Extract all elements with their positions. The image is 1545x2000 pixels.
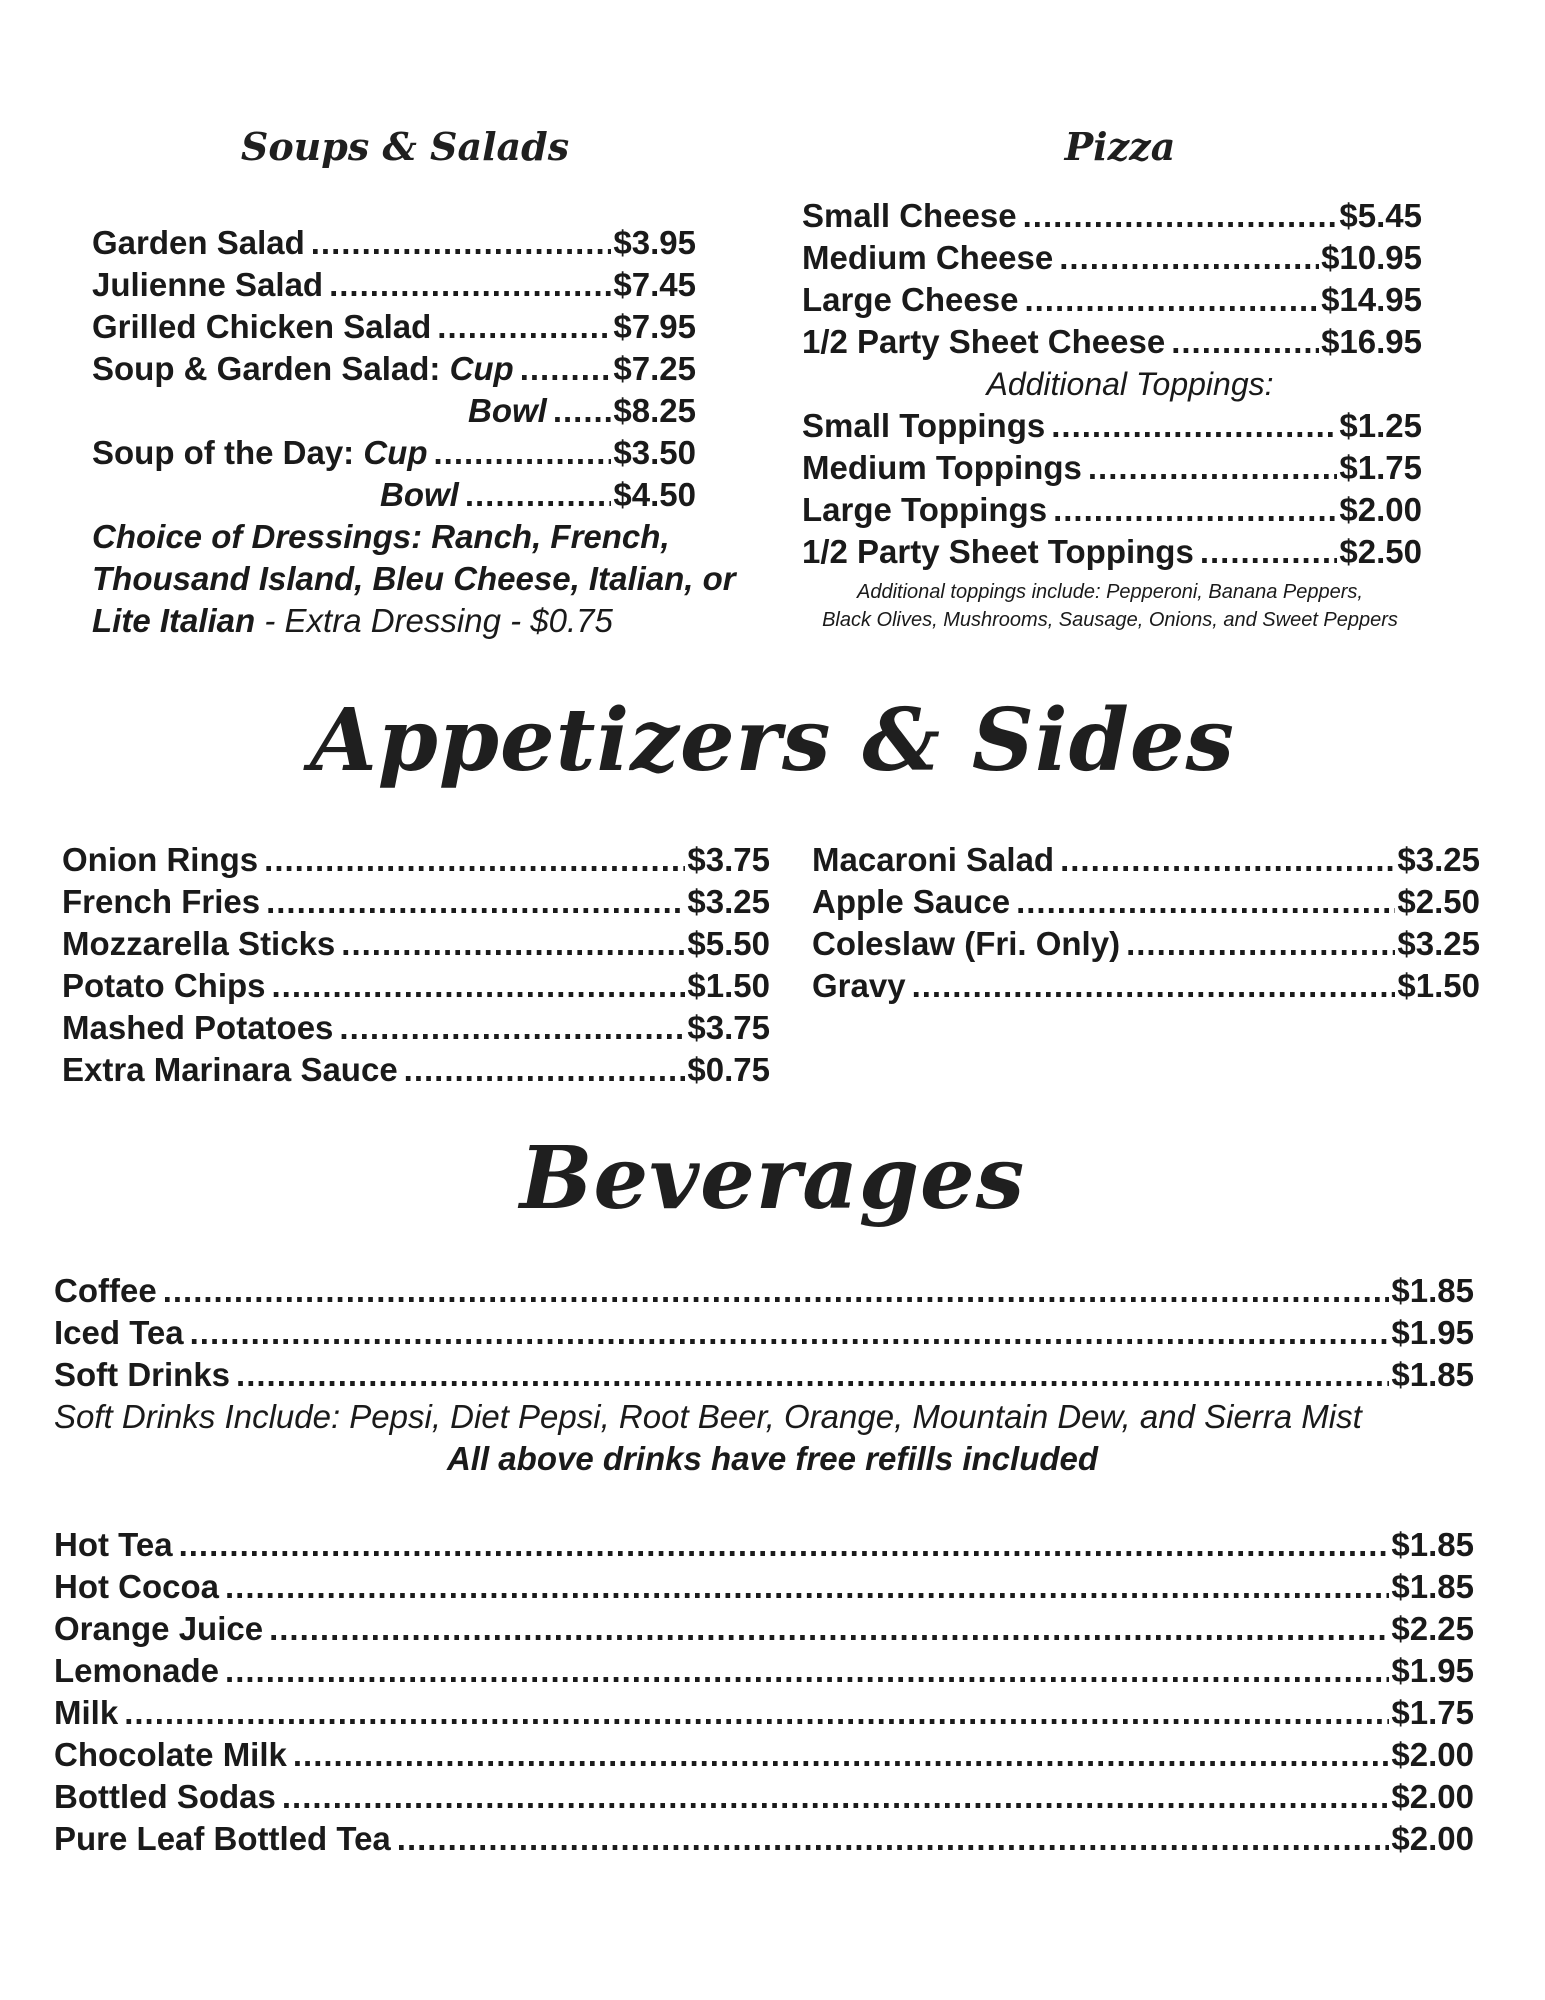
item-name-text: Lemonade <box>54 1652 220 1689</box>
item-name-text: 1/2 Party Sheet Toppings <box>802 533 1194 570</box>
menu-item-name <box>802 237 1053 279</box>
item-name-text: French Fries <box>62 883 261 920</box>
menu-item-row <box>62 965 770 1007</box>
item-name-text: Garden Salad <box>92 224 305 261</box>
menu-item-name <box>802 447 1082 489</box>
menu-item-price: $3.25 <box>687 883 770 920</box>
menu-item-price: $14.95 <box>1321 281 1422 318</box>
item-name-text: 1/2 Party Sheet Cheese <box>802 323 1166 360</box>
refill-note: All above drinks have free refills included <box>446 1440 1099 1477</box>
appetizers-right-list <box>812 839 1480 1007</box>
pizza-list <box>802 195 1422 363</box>
dot-leader <box>465 474 612 516</box>
menu-item-row <box>92 390 696 432</box>
menu-item-name <box>802 531 1194 573</box>
menu-item-name <box>92 348 514 390</box>
dot-leader <box>179 1524 1390 1566</box>
item-name-text: Hot Tea <box>54 1526 173 1563</box>
item-name-text: Coffee <box>54 1272 157 1309</box>
item-name-text: Pure Leaf Bottled Tea <box>54 1820 391 1857</box>
menu-item-price: $3.25 <box>1397 841 1480 878</box>
menu-item-name <box>54 1354 230 1396</box>
item-name-text: Bottled Sodas <box>54 1778 276 1815</box>
menu-item-name <box>62 839 258 881</box>
menu-item-row <box>54 1776 1474 1818</box>
dot-leader <box>397 1818 1390 1860</box>
menu-item-name <box>92 264 323 306</box>
menu-item-name <box>54 1818 391 1860</box>
menu-item-name <box>54 1312 184 1354</box>
menu-item-price: $16.95 <box>1321 323 1422 360</box>
toppings-note-line-2: Black Olives, Mushrooms, Sausage, Onions, and Sweet Peppers <box>822 609 1398 631</box>
menu-item-price: $4.50 <box>613 476 696 513</box>
dot-leader <box>311 222 612 264</box>
dot-leader <box>1024 279 1319 321</box>
menu-item-name <box>54 1776 276 1818</box>
menu-item-row <box>812 965 1480 1007</box>
item-name-text: Coleslaw (Fri. Only) <box>812 925 1121 962</box>
item-name-text: Extra Marinara Sauce <box>62 1051 398 1088</box>
menu-item-price: $2.00 <box>1391 1820 1474 1857</box>
item-name-text: Soup & Garden Salad: <box>92 350 450 387</box>
dot-leader <box>236 1354 1389 1396</box>
dot-leader <box>1171 321 1319 363</box>
dressings-choices: Choice of Dressings: Ranch, French, Thousand Island, Bleu Cheese, Italian, or Lite Italian <box>92 518 736 639</box>
toppings-note <box>770 578 1450 634</box>
menu-item-price: $1.85 <box>1391 1526 1474 1563</box>
menu-item-price: $1.25 <box>1339 407 1422 444</box>
menu-item-price: $8.25 <box>613 392 696 429</box>
menu-item-price: $2.00 <box>1339 491 1422 528</box>
menu-item-name <box>62 1049 398 1091</box>
menu-item-row <box>54 1608 1474 1650</box>
menu-item-row <box>54 1270 1474 1312</box>
item-name-text: Small Toppings <box>802 407 1046 444</box>
item-name-text: Medium Cheese <box>802 239 1054 276</box>
menu-item-name <box>802 195 1017 237</box>
menu-item-row <box>802 321 1422 363</box>
menu-item-row <box>62 1007 770 1049</box>
menu-item-row <box>802 531 1422 573</box>
menu-item-name <box>802 279 1018 321</box>
menu-item-name <box>54 1270 157 1312</box>
menu-item-name <box>92 306 431 348</box>
pizza-title: Pizza <box>1064 124 1176 169</box>
menu-item-row <box>92 474 696 516</box>
menu-item-row <box>54 1692 1474 1734</box>
menu-item-name <box>812 923 1120 965</box>
menu-item-row <box>54 1312 1474 1354</box>
menu-item-name <box>54 1524 173 1566</box>
dot-leader <box>293 1734 1390 1776</box>
menu-item-name <box>802 489 1047 531</box>
item-name-text: Soup of the Day: <box>92 434 364 471</box>
menu-item-row <box>54 1818 1474 1860</box>
menu-item-row <box>54 1650 1474 1692</box>
menu-item-price: $3.75 <box>687 841 770 878</box>
menu-item-row <box>802 279 1422 321</box>
item-size-label: Bowl <box>380 476 459 513</box>
dot-leader <box>341 923 685 965</box>
item-name-text: Soft Drinks <box>54 1356 231 1393</box>
menu-item-row <box>54 1566 1474 1608</box>
menu-item-price: $1.95 <box>1391 1652 1474 1689</box>
menu-item-row <box>92 222 696 264</box>
menu-item-name <box>54 1566 219 1608</box>
item-name-text: Gravy <box>812 967 906 1004</box>
item-name-text: Onion Rings <box>62 841 259 878</box>
menu-item-price: $1.75 <box>1391 1694 1474 1731</box>
dot-leader <box>329 264 611 306</box>
toppings-heading: Additional Toppings: <box>986 366 1274 402</box>
toppings-note-line-1: Additional toppings include: Pepperoni, Banana Peppers, <box>857 581 1363 603</box>
dot-leader <box>1060 839 1395 881</box>
menu-item-name <box>54 1650 219 1692</box>
menu-item-row <box>92 348 696 390</box>
menu-item-name <box>812 881 1010 923</box>
item-name-text: Potato Chips <box>62 967 266 1004</box>
menu-item-name <box>812 839 1054 881</box>
dot-leader <box>339 1007 685 1049</box>
item-name-text: Large Toppings <box>802 491 1048 528</box>
menu-item-row <box>802 195 1422 237</box>
item-size-label: Cup <box>449 350 514 387</box>
dot-leader <box>269 1608 1389 1650</box>
dot-leader <box>1053 489 1337 531</box>
menu-item-price: $10.95 <box>1321 239 1422 276</box>
dot-leader <box>1200 531 1338 573</box>
menu-item-row <box>812 881 1480 923</box>
item-name-text: Chocolate Milk <box>54 1736 287 1773</box>
dot-leader <box>163 1270 1390 1312</box>
other-beverages-list <box>54 1524 1474 1860</box>
beverages-title: Beverages <box>519 1128 1026 1229</box>
menu-item-name <box>62 965 266 1007</box>
menu-item-price: $5.45 <box>1339 197 1422 234</box>
menu-item-row <box>62 881 770 923</box>
dot-leader <box>282 1776 1390 1818</box>
menu-item-price: $1.85 <box>1391 1356 1474 1393</box>
dot-leader <box>1059 237 1319 279</box>
menu-item-name <box>62 1007 333 1049</box>
dot-leader <box>404 1049 686 1091</box>
dressings-note <box>92 516 752 642</box>
menu-item-price: $3.75 <box>687 1009 770 1046</box>
menu-item-name <box>62 923 335 965</box>
menu-item-name <box>92 222 305 264</box>
item-size-label: Bowl <box>468 392 547 429</box>
appetizers-sides-title: Appetizers & Sides <box>310 690 1235 791</box>
item-name-text: Mozzarella Sticks <box>62 925 336 962</box>
menu-item-price: $3.50 <box>613 434 696 471</box>
menu-item-name <box>802 321 1165 363</box>
appetizers-left-list <box>62 839 770 1091</box>
menu-item-row <box>62 839 770 881</box>
item-name-text: Large Cheese <box>802 281 1019 318</box>
item-name-text: Milk <box>54 1694 119 1731</box>
menu-item-price: $2.25 <box>1391 1610 1474 1647</box>
menu-item-name <box>92 390 547 432</box>
menu-item-price: $1.75 <box>1339 449 1422 486</box>
menu-item-price: $7.25 <box>613 350 696 387</box>
dot-leader <box>1016 881 1395 923</box>
menu-item-price: $2.00 <box>1391 1778 1474 1815</box>
menu-item-name <box>54 1734 287 1776</box>
soups-salads-list <box>92 222 696 516</box>
menu-item-name <box>92 474 459 516</box>
menu-item-row <box>54 1524 1474 1566</box>
menu-item-price: $1.85 <box>1391 1272 1474 1309</box>
menu-item-price: $3.25 <box>1397 925 1480 962</box>
menu-item-name <box>802 405 1045 447</box>
dot-leader <box>225 1650 1389 1692</box>
menu-item-price: $7.95 <box>613 308 696 345</box>
item-name-text: Hot Cocoa <box>54 1568 219 1605</box>
menu-item-row <box>802 405 1422 447</box>
menu-item-price: $0.75 <box>687 1051 770 1088</box>
dot-leader <box>437 306 611 348</box>
menu-item-row <box>54 1354 1474 1396</box>
item-size-label: Cup <box>363 434 428 471</box>
menu-item-name <box>62 881 260 923</box>
item-name-text: Apple Sauce <box>812 883 1011 920</box>
menu-item-row <box>812 839 1480 881</box>
item-name-text: Iced Tea <box>54 1314 184 1351</box>
menu-item-row <box>92 432 696 474</box>
menu-item-name <box>54 1608 263 1650</box>
item-name-text: Julienne Salad <box>92 266 324 303</box>
menu-item-price: $2.50 <box>1397 883 1480 920</box>
menu-item-price: $1.85 <box>1391 1568 1474 1605</box>
menu-item-row <box>802 447 1422 489</box>
menu-item-price: $1.50 <box>687 967 770 1004</box>
item-name-text: Small Cheese <box>802 197 1017 234</box>
dot-leader <box>1051 405 1337 447</box>
dot-leader <box>1023 195 1338 237</box>
soups-salads-title: Soups & Salads <box>240 124 570 169</box>
dot-leader <box>1088 447 1338 489</box>
menu-item-name <box>812 965 906 1007</box>
menu-item-price: $5.50 <box>687 925 770 962</box>
menu-item-price: $1.50 <box>1397 967 1480 1004</box>
item-name-text: Macaroni Salad <box>812 841 1055 878</box>
menu-item-row <box>62 1049 770 1091</box>
dot-leader <box>1126 923 1395 965</box>
menu-item-row <box>812 923 1480 965</box>
menu-item-row <box>54 1734 1474 1776</box>
soft-drinks-note: Soft Drinks Include: Pepsi, Diet Pepsi, Root Beer, Orange, Mountain Dew, and Sierra Mist <box>54 1398 1362 1435</box>
item-name-text: Medium Toppings <box>802 449 1082 486</box>
menu-item-name <box>92 432 428 474</box>
menu-item-row <box>92 306 696 348</box>
menu-item-price: $3.95 <box>613 224 696 261</box>
refill-beverages-list <box>54 1270 1474 1396</box>
dot-leader <box>190 1312 1390 1354</box>
dot-leader <box>264 839 685 881</box>
menu-item-price: $1.95 <box>1391 1314 1474 1351</box>
dot-leader <box>225 1566 1389 1608</box>
extra-dressing-price: - Extra Dressing - $0.75 <box>255 602 613 639</box>
menu-item-row <box>92 264 696 306</box>
item-name-text: Orange Juice <box>54 1610 264 1647</box>
dot-leader <box>520 348 612 390</box>
toppings-list <box>802 405 1422 573</box>
menu-item-row <box>802 237 1422 279</box>
dot-leader <box>434 432 612 474</box>
menu-item-name <box>54 1692 118 1734</box>
item-name-text: Grilled Chicken Salad <box>92 308 432 345</box>
dot-leader <box>272 965 686 1007</box>
menu-item-row <box>802 489 1422 531</box>
menu-item-price: $7.45 <box>613 266 696 303</box>
menu-item-price: $2.00 <box>1391 1736 1474 1773</box>
menu-item-row <box>62 923 770 965</box>
menu-item-price: $2.50 <box>1339 533 1422 570</box>
item-name-text: Mashed Potatoes <box>62 1009 334 1046</box>
dot-leader <box>912 965 1396 1007</box>
dot-leader <box>124 1692 1389 1734</box>
dot-leader <box>553 390 612 432</box>
dot-leader <box>266 881 685 923</box>
